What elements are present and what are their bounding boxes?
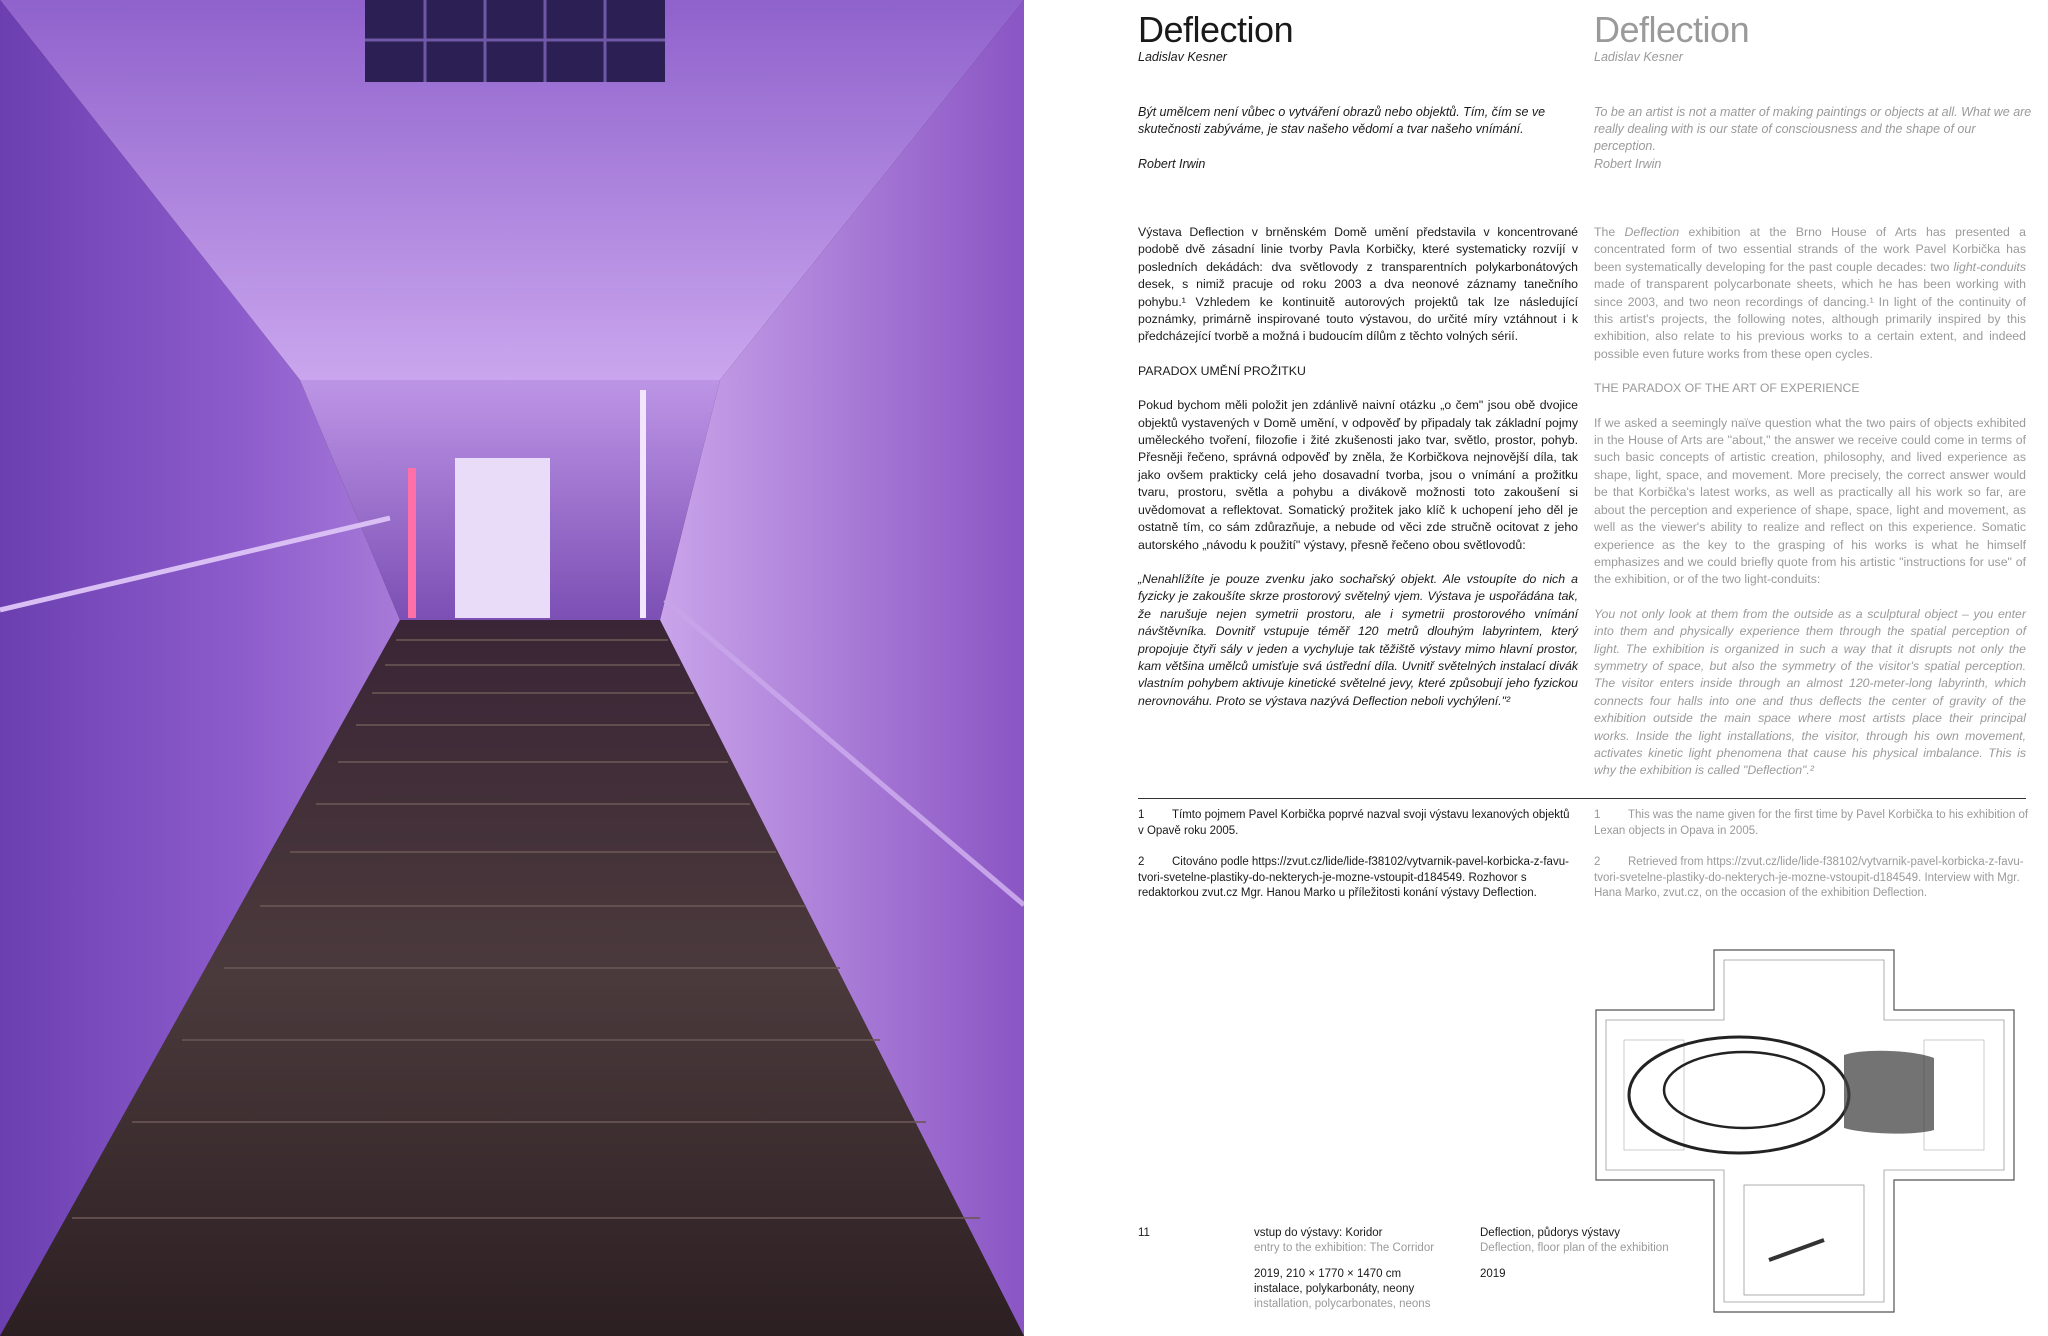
page-number: 11 [1138,1227,1150,1239]
caption-corridor-meta: 2019, 210 × 1770 × 1470 cm [1254,1268,1402,1280]
caption-corridor-title-cz: vstup do výstavy: Koridor [1254,1227,1383,1239]
footnote-divider [1138,798,2026,799]
text-page [1024,0,2048,1336]
author-cz: Ladislav Kesner [1138,50,1227,64]
motto-author-cz: Robert Irwin [1138,157,1206,171]
motto-cz: Být umělcem není vůbec o vytváření obrazů nebo objektů. Tím, čím se ve skutečnosti zabýváme, je stav našeho vědomí a tvar našeho vnímání. [1138,105,1546,136]
quote-en: You not only look at them from the outside as a sculptural object – you enter into them and physically experience them through the spatial perception of light. The exhibition is organized in such a way that it disrupts not only the symmetry of space, but also the symmetry of the visitor's spatial perception. The visitor enters inside through an almost 120-meter-long labyrinth, which connects four halls into one and thus deflects the center of gravity of the exhibition outside the main space where most artists place their principal works. Inside the light installations, the visitor, through his own movement, activates kinetic light phenomena that cause his physical imbalance. This is why the exhibition is called "Deflection".² [1594,606,2026,778]
footnote-en-1: 1 This was the name given for the first time by Pavel Korbička to his exhibition of Lexan objects in Opava in 2005. [1594,809,2029,837]
caption-floor-plan-title-cz: Deflection, půdorys výstavy [1480,1227,1620,1239]
paragraph-cz-2: Pokud bychom měli položit jen zdánlivě naivní otázku „o čem" jsou obě dvojice objektů vystavených v Domě umění, v odpověď by připadaly tak základní pojmy uměleckého tvoření, filozofie i žité zkušenosti jako tvar, světlo, prostor, pohyb. Přesněji řečeno, správná odpověď by zněla, že Korbičkova nejnovější díla, tak jako ovšem prakticky celá jeho dosavadní tvorba, jsou o vnímání a prožitku tvaru, prostoru, světla a pohybu a divákově možnosti toto zakoušení si uvědomovat a reflektovat. Somatický prožitek jako klíč k uchopení jeho děl je ostatně tím, co sám zdůrazňuje, a nebude od věci zde stručně ocitovat z jeho autorského „návodu k použití" výstavy, přesně řečeno obou světlovodů: [1138,398,1578,552]
title-cz: Deflection [1138,9,1294,50]
motto-en: To be an artist is not a matter of making paintings or objects at all. What we are really dealing with is our state of consciousness and the shape of our perception. [1594,105,2032,153]
paragraph-en-1: The Deflection exhibition at the Brno House of Arts has presented a concentrated form of two essential strands of the work Pavel Korbička has been systematically developing for the past couple decades: two light-conduits made of transparent polycarbonate sheets, which he has been working with since 2003, and two neon recordings of dancing.¹ In light of the continuity of this artist's projects, the following notes, although primarily inspired by this exhibition, also relate to his previous works to a certain extent, and indeed possible even future works from these open cycles. [1594,225,2026,361]
caption-corridor-title-en: entry to the exhibition: The Corridor [1254,1242,1435,1254]
footnote-cz-2: 2 Citováno podle https://zvut.cz/lide/lide-f38102/vytvarnik-pavel-korbicka-z-favu-tvori-svetelne-plastiky-do-nekterych-je-mozne-vstoupit-d184549. Rozhovor s redaktorkou zvut.cz Mgr. Hanou Marko u příležitosti konání výstavy Deflection. [1138,856,1569,899]
quote-cz: „Nenahlížíte je pouze zvenku jako sochařský objekt. Ale vstoupíte do nich a fyzicky je zakoušíte skrze prostorový světelný vjem. Výstava je uspořádána tak, že narušuje nejen symetrii prostoru, ale i symetrii prostorového vnímání návštěvníka. Dovnitř vstupuje téměř 120 metrů dlouhým labyrintem, který propojuje čtyři sály v jeden a vychyluje tak těžiště výstavy mimo hlavní prostor, kam většina umělců umisťuje svá ústřední díla. Uvnitř světelných instalací divák vlastním pohybem aktivuje kinetické světelné jevy, které způsobují jeho fyzickou nerovnováhu. Proto se výstava nazývá Deflection neboli vychýlení."² [1138,571,1578,708]
paragraph-cz-1: Výstava Deflection v brněnském Domě umění představila v koncentrované podobě dvě zásadní linie tvorby Pavla Korbičky, které systematicky rozvíjí v posledních dekádách: dva světlovody z transparentních polykarbonátových desek, s nimiž pracuje od roku 2003 a dva neonové záznamy tanečního pohybu.¹ Vzhledem ke kontinuitě autorových projektů tak lze následující poznámky, primárně inspirované touto výstavou, do určité míry vztáhnout i k předcházející tvorbě a možná i budoucím dílům z těchto volných sérií. [1138,225,1578,344]
title-en: Deflection [1594,9,1750,50]
caption-corridor-materials-cz: instalace, polykarbonáty, neony [1254,1283,1415,1295]
footnote-en-2: 2 Retrieved from https://zvut.cz/lide/lide-f38102/vytvarnik-pavel-korbicka-z-favu-tvori-svetelne-plastiky-do-nekterych-je-mozne-vstoupit-d184549. Interview with Mgr. Hana Marko, zvut.cz, on the occasion of the exhibition Deflection. [1594,856,2024,899]
caption-floor-plan-year: 2019 [1480,1268,1506,1280]
section-heading-cz: PARADOX UMĚNÍ PROŽITKU [1138,363,1306,378]
paragraph-en-2: If we asked a seemingly naïve question what the two pairs of objects exhibited in the House of Arts are "about," the answer we receive could come in terms of such basic concepts of artistic creation, philosophy, and lived experience as shape, light, space, and movement. More precisely, the correct answer would be that Korbička's latest works, as well as practically all his work so far, are about the perception and experience of shape, space, light and movement, as well as the viewer's ability to realize and reflect on this experience. Somatic experience as the key to the grasping of his works is what he himself emphasizes and we could briefly quote from his artistic "instructions for use" of the exhibition, or of the two light-conduits: [1594,415,2026,587]
footnotes-cz [1138,808,1574,918]
footnote-cz-1: 1 Tímto pojmem Pavel Korbička poprvé nazval svoji výstavu lexanových objektů v Opavě roku 2005. [1138,809,1570,837]
author-en: Ladislav Kesner [1594,50,1683,64]
caption-corridor [1254,1226,1454,1312]
caption-floor-plan-title-en: Deflection, floor plan of the exhibition [1480,1242,1669,1254]
motto-author-en: Robert Irwin [1594,157,1662,171]
caption-floor-plan [1480,1226,1680,1282]
body-cz [1138,224,1578,727]
footnotes-en [1594,808,2030,918]
body-en [1594,224,2026,797]
caption-corridor-materials-en: installation, polycarbonates, neons [1254,1298,1431,1310]
section-heading-en: THE PARADOX OF THE ART OF EXPERIENCE [1594,381,1860,396]
